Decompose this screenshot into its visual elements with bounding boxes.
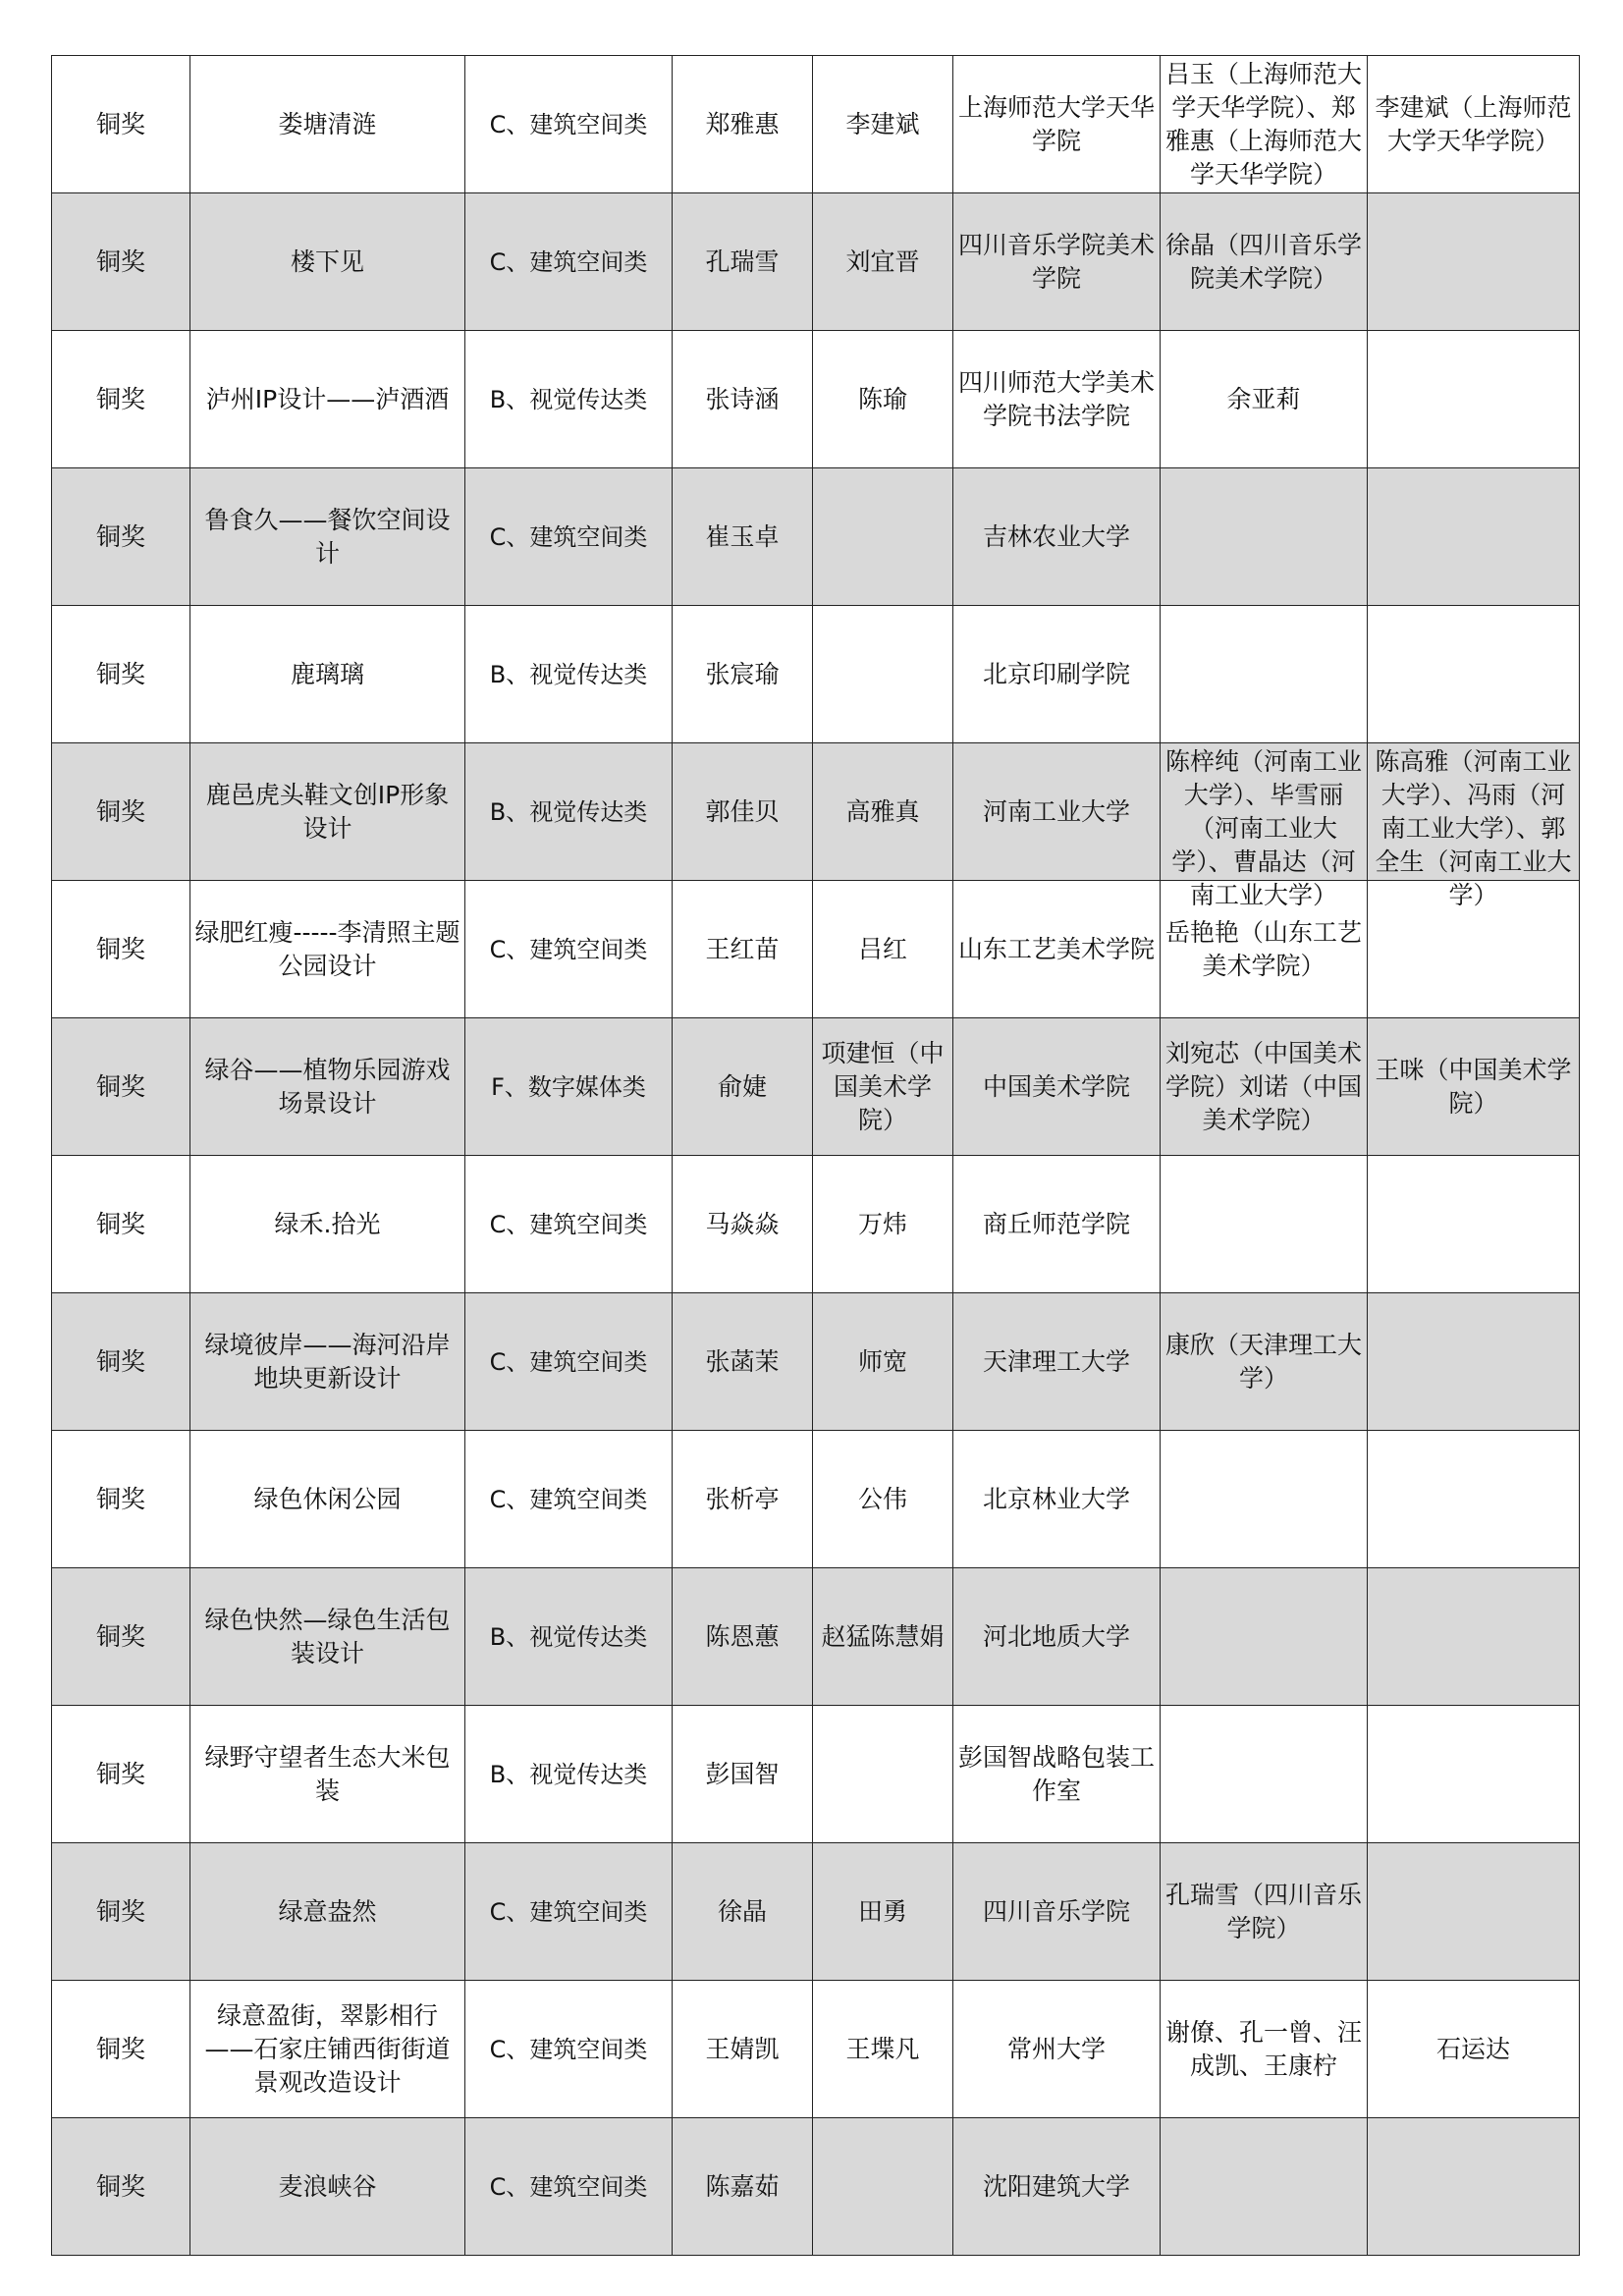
advisor-cell-text: 余亚莉: [1226, 384, 1301, 413]
advisor-cell: [1161, 331, 1368, 468]
coauthor-cell-text: 李建斌: [845, 109, 920, 138]
award-cell-text: 铜奖: [95, 246, 145, 276]
author-cell: [673, 193, 813, 331]
school-cell: [953, 1018, 1161, 1156]
school-cell-text: 河北地质大学: [982, 1621, 1130, 1651]
category-cell: [465, 2118, 673, 2256]
school-cell: [953, 1156, 1161, 1293]
award-cell-text: 铜奖: [95, 2034, 145, 2063]
table-row: [52, 1981, 1580, 2118]
author-cell: [673, 1706, 813, 1843]
advisor-cell: [1161, 1018, 1368, 1156]
author-cell: [673, 1018, 813, 1156]
author-cell: [673, 606, 813, 743]
title-cell-text: 绿境彼岸——海河沿岸地块更新设计: [204, 1330, 451, 1393]
coauthor-cell-text: 高雅真: [845, 796, 920, 826]
coauthor-cell: [813, 1156, 953, 1293]
category-cell: [465, 56, 673, 193]
coauthor-cell-text: 田勇: [857, 1896, 907, 1926]
school-cell-text: 山东工艺美术学院: [957, 934, 1155, 963]
title-cell-text: 绿色快然—绿色生活包装设计: [204, 1605, 451, 1667]
school-cell-text: 沈阳建筑大学: [982, 2171, 1130, 2201]
category-cell: [465, 1981, 673, 2118]
school-cell: [953, 1706, 1161, 1843]
advisor-cell-text: 徐晶（四川音乐学院美术学院）: [1164, 230, 1362, 293]
school-cell-text: 天津理工大学: [982, 1346, 1130, 1376]
table-row: [52, 1293, 1580, 1431]
award-cell: [52, 56, 190, 193]
award-cell: [52, 1981, 190, 2118]
award-cell: [52, 1293, 190, 1431]
award-cell-text: 铜奖: [95, 109, 145, 138]
school-cell-text: 常州大学: [1006, 2034, 1106, 2063]
coauthor-cell: [813, 881, 953, 1018]
advisor2-cell: [1368, 1156, 1580, 1293]
award-cell-text: 铜奖: [95, 521, 145, 551]
author-cell: [673, 1568, 813, 1706]
title-cell-text: 麦浪峡谷: [278, 2171, 377, 2201]
coauthor-cell: [813, 2118, 953, 2256]
advisor-cell: [1161, 1431, 1368, 1568]
author-cell-text: 张诗涵: [705, 384, 780, 413]
advisor2-cell: [1368, 1981, 1580, 2118]
category-cell: [465, 1018, 673, 1156]
author-cell-text: 张菡茉: [705, 1346, 780, 1376]
category-cell: [465, 1156, 673, 1293]
advisor2-cell: [1368, 1843, 1580, 1981]
title-cell: [190, 1706, 465, 1843]
coauthor-cell-text: 刘宜晋: [845, 246, 920, 276]
advisor2-cell: [1368, 1431, 1580, 1568]
school-cell-text: 北京印刷学院: [982, 659, 1130, 688]
school-cell-text: 四川音乐学院美术学院: [957, 230, 1155, 293]
category-cell: [465, 468, 673, 606]
category-cell-text: B、视觉传达类: [489, 1622, 648, 1651]
author-cell: [673, 1981, 813, 2118]
award-cell: [52, 1018, 190, 1156]
coauthor-cell-text: 陈瑜: [857, 384, 907, 413]
title-cell-text: 绿禾.拾光: [274, 1209, 381, 1238]
author-cell: [673, 468, 813, 606]
coauthor-cell-text: 万炜: [857, 1209, 907, 1238]
school-cell: [953, 606, 1161, 743]
school-cell-text: 彭国智战略包装工作室: [957, 1742, 1155, 1805]
award-cell-text: 铜奖: [95, 796, 145, 826]
author-cell-text: 崔玉卓: [705, 521, 780, 551]
advisor2-cell: [1368, 606, 1580, 743]
advisor2-cell: [1368, 1018, 1580, 1156]
coauthor-cell: [813, 1981, 953, 2118]
title-cell: [190, 1568, 465, 1706]
award-cell-text: 铜奖: [95, 1071, 145, 1101]
author-cell-text: 张宸瑜: [705, 659, 780, 688]
title-cell-text: 绿谷——植物乐园游戏场景设计: [204, 1055, 451, 1118]
advisor2-cell: [1368, 331, 1580, 468]
author-cell-text: 郭佳贝: [705, 796, 780, 826]
coauthor-cell-text: 吕红: [857, 934, 907, 963]
title-cell: [190, 468, 465, 606]
category-cell: [465, 1568, 673, 1706]
advisor-cell: [1161, 743, 1368, 909]
school-cell-text: 北京林业大学: [982, 1484, 1130, 1513]
category-cell-text: C、建筑空间类: [489, 2172, 648, 2201]
title-cell-text: 鹿邑虎头鞋文创IP形象设计: [205, 780, 450, 843]
school-cell: [953, 2118, 1161, 2256]
advisor2-cell: [1368, 743, 1580, 909]
author-cell-text: 徐晶: [717, 1896, 767, 1926]
award-cell: [52, 193, 190, 331]
coauthor-cell-text: 项建恒（中国美术学院）: [821, 1038, 945, 1134]
author-cell: [673, 1156, 813, 1293]
author-cell-text: 王红苗: [705, 934, 780, 963]
coauthor-cell: [813, 1018, 953, 1156]
table-row: [52, 743, 1580, 881]
table-row: [52, 606, 1580, 743]
category-cell-text: C、建筑空间类: [489, 935, 648, 963]
table-row: [52, 881, 1580, 1018]
author-cell: [673, 881, 813, 1018]
advisor-cell-text: 刘宛芯（中国美术学院）刘诺（中国美术学院）: [1164, 1038, 1362, 1134]
award-cell: [52, 881, 190, 1018]
table-row: [52, 1843, 1580, 1981]
advisor2-cell-text: 王咪（中国美术学院）: [1375, 1055, 1572, 1118]
category-cell: [465, 743, 673, 881]
category-cell-text: C、建筑空间类: [489, 1897, 648, 1926]
advisor-cell: [1161, 2118, 1368, 2256]
author-cell-text: 陈恩蕙: [705, 1621, 780, 1651]
category-cell-text: C、建筑空间类: [489, 1485, 648, 1513]
award-cell-text: 铜奖: [95, 1484, 145, 1513]
school-cell-text: 中国美术学院: [982, 1071, 1130, 1101]
category-cell-text: C、建筑空间类: [489, 2035, 648, 2063]
category-cell-text: B、视觉传达类: [489, 1760, 648, 1788]
award-cell: [52, 2118, 190, 2256]
award-cell: [52, 1706, 190, 1843]
author-cell-text: 彭国智: [705, 1759, 780, 1788]
advisor-cell: [1161, 1843, 1368, 1981]
category-cell-text: F、数字媒体类: [491, 1072, 646, 1101]
author-cell: [673, 56, 813, 193]
author-cell: [673, 2118, 813, 2256]
advisor-cell: [1161, 1293, 1368, 1431]
author-cell: [673, 743, 813, 881]
table-row: [52, 468, 1580, 606]
advisor2-cell: [1368, 1706, 1580, 1843]
award-cell-text: 铜奖: [95, 384, 145, 413]
award-cell-text: 铜奖: [95, 659, 145, 688]
school-cell-text: 河南工业大学: [982, 796, 1130, 826]
award-cell-text: 铜奖: [95, 934, 145, 963]
title-cell-text: 鲁食久——餐饮空间设计: [204, 505, 451, 568]
school-cell: [953, 56, 1161, 193]
category-cell-text: B、视觉传达类: [489, 660, 648, 688]
author-cell-text: 王婧凯: [705, 2034, 780, 2063]
author-cell: [673, 1843, 813, 1981]
table-row: [52, 2118, 1580, 2256]
title-cell-text: 娄塘清涟: [278, 109, 377, 138]
title-cell: [190, 1156, 465, 1293]
advisor-cell: [1161, 56, 1368, 193]
award-cell-text: 铜奖: [95, 1346, 145, 1376]
advisor-cell-text: 谢僚、孔一曾、汪成凯、王康柠: [1164, 2017, 1362, 2080]
coauthor-cell: [813, 1431, 953, 1568]
coauthor-cell: [813, 468, 953, 606]
advisor2-cell: [1368, 56, 1580, 193]
school-cell-text: 四川音乐学院: [982, 1896, 1130, 1926]
coauthor-cell: [813, 331, 953, 468]
table-row: [52, 1706, 1580, 1843]
advisor-cell-text: 岳艳艳（山东工艺美术学院）: [1164, 917, 1362, 980]
category-cell: [465, 1293, 673, 1431]
table-row: [52, 1431, 1580, 1568]
coauthor-cell: [813, 56, 953, 193]
advisor-cell: [1161, 606, 1368, 743]
coauthor-cell: [813, 1293, 953, 1431]
title-cell: [190, 1431, 465, 1568]
award-cell-text: 铜奖: [95, 2171, 145, 2201]
title-cell: [190, 743, 465, 881]
table-row: [52, 193, 1580, 331]
coauthor-cell-text: 公伟: [857, 1484, 907, 1513]
school-cell: [953, 1293, 1161, 1431]
category-cell-text: C、建筑空间类: [489, 110, 648, 138]
coauthor-cell: [813, 606, 953, 743]
advisor2-cell: [1368, 193, 1580, 331]
title-cell: [190, 56, 465, 193]
advisor2-cell: [1368, 468, 1580, 606]
category-cell-text: B、视觉传达类: [489, 385, 648, 413]
category-cell-text: C、建筑空间类: [489, 247, 648, 276]
award-cell-text: 铜奖: [95, 1896, 145, 1926]
category-cell-text: C、建筑空间类: [489, 522, 648, 551]
award-cell: [52, 743, 190, 881]
school-cell: [953, 331, 1161, 468]
author-cell: [673, 1431, 813, 1568]
title-cell: [190, 1018, 465, 1156]
category-cell: [465, 1706, 673, 1843]
category-cell: [465, 331, 673, 468]
table-row: [52, 331, 1580, 468]
title-cell: [190, 2118, 465, 2256]
table-row: [52, 1156, 1580, 1293]
category-cell-text: B、视觉传达类: [489, 797, 648, 826]
school-cell: [953, 743, 1161, 881]
advisor2-cell-text: 陈高雅（河南工业大学）、冯雨（河南工业大学）、郭全生（河南工业大学）: [1375, 746, 1572, 909]
school-cell: [953, 1843, 1161, 1981]
coauthor-cell: [813, 1706, 953, 1843]
school-cell-text: 商丘师范学院: [982, 1209, 1130, 1238]
advisor-cell: [1161, 1568, 1368, 1706]
author-cell: [673, 1293, 813, 1431]
author-cell-text: 俞婕: [717, 1071, 767, 1101]
advisor2-cell-text: 李建斌（上海师范大学天华学院）: [1375, 92, 1572, 155]
advisor2-cell: [1368, 1293, 1580, 1431]
category-cell: [465, 193, 673, 331]
title-cell: [190, 1293, 465, 1431]
award-cell: [52, 1843, 190, 1981]
school-cell: [953, 1568, 1161, 1706]
coauthor-cell: [813, 193, 953, 331]
author-cell-text: 马焱焱: [705, 1209, 780, 1238]
award-cell: [52, 331, 190, 468]
school-cell-text: 吉林农业大学: [982, 521, 1130, 551]
advisor-cell: [1161, 468, 1368, 606]
award-cell: [52, 606, 190, 743]
title-cell: [190, 193, 465, 331]
advisor-cell-text: 康欣（天津理工大学）: [1164, 1330, 1362, 1393]
school-cell: [953, 881, 1161, 1018]
title-cell: [190, 881, 465, 1018]
category-cell: [465, 606, 673, 743]
school-cell: [953, 468, 1161, 606]
table-row: [52, 1568, 1580, 1706]
title-cell: [190, 1843, 465, 1981]
table-row: [52, 56, 1580, 193]
author-cell-text: 陈嘉茹: [705, 2171, 780, 2201]
award-cell-text: 铜奖: [95, 1209, 145, 1238]
title-cell-text: 绿肥红瘦-----李清照主题公园设计: [194, 917, 460, 980]
category-cell: [465, 1843, 673, 1981]
author-cell-text: 孔瑞雪: [705, 246, 780, 276]
coauthor-cell: [813, 743, 953, 881]
advisor-cell: [1161, 1156, 1368, 1293]
author-cell: [673, 331, 813, 468]
advisor-cell-text: 陈梓纯（河南工业大学）、毕雪丽（河南工业大学）、曹晶达（河南工业大学）: [1164, 746, 1362, 909]
category-cell: [465, 1431, 673, 1568]
title-cell-text: 楼下见: [290, 246, 364, 276]
author-cell-text: 张析亭: [705, 1484, 780, 1513]
coauthor-cell-text: 王堞凡: [845, 2034, 920, 2063]
category-cell: [465, 881, 673, 1018]
school-cell-text: 上海师范大学天华学院: [957, 92, 1155, 155]
coauthor-cell-text: 师宽: [857, 1346, 907, 1376]
school-cell: [953, 193, 1161, 331]
coauthor-cell: [813, 1843, 953, 1981]
title-cell: [190, 606, 465, 743]
advisor2-cell: [1368, 1568, 1580, 1706]
advisor2-cell: [1368, 2118, 1580, 2256]
advisor-cell: [1161, 1706, 1368, 1843]
award-cell: [52, 468, 190, 606]
coauthor-cell: [813, 1568, 953, 1706]
award-cell: [52, 1568, 190, 1706]
award-cell-text: 铜奖: [95, 1621, 145, 1651]
awards-table: [51, 55, 1580, 2256]
award-cell: [52, 1156, 190, 1293]
title-cell-text: 鹿璃璃: [290, 659, 364, 688]
coauthor-cell-text: 赵猛陈慧娟: [821, 1621, 945, 1651]
school-cell-text: 四川师范大学美术学院书法学院: [957, 367, 1155, 430]
author-cell-text: 郑雅惠: [705, 109, 780, 138]
advisor-cell: [1161, 1981, 1368, 2118]
school-cell: [953, 1431, 1161, 1568]
title-cell-text: 绿野守望者生态大米包装: [204, 1742, 451, 1805]
title-cell-text: 绿意盎然: [278, 1896, 377, 1926]
title-cell: [190, 331, 465, 468]
advisor2-cell-text: 石运达: [1435, 2034, 1510, 2063]
category-cell-text: C、建筑空间类: [489, 1210, 648, 1238]
category-cell-text: C、建筑空间类: [489, 1347, 648, 1376]
awards-table-body: [52, 56, 1580, 2256]
title-cell-text: 绿色休闲公园: [253, 1484, 402, 1513]
advisor-cell-text: 孔瑞雪（四川音乐学院）: [1164, 1880, 1362, 1942]
award-cell: [52, 1431, 190, 1568]
advisor-cell-text: 吕玉（上海师范大学天华学院）、郑雅惠（上海师范大学天华学院）: [1164, 59, 1362, 189]
school-cell: [953, 1981, 1161, 2118]
award-cell-text: 铜奖: [95, 1759, 145, 1788]
title-cell: [190, 1981, 465, 2118]
advisor-cell: [1161, 193, 1368, 331]
title-cell-text: 泸州IP设计——泸酒酒: [205, 384, 450, 413]
table-row: [52, 1018, 1580, 1156]
title-cell-text: 绿意盈街，翠影相行——石家庄铺西街街道景观改造设计: [204, 2000, 451, 2097]
